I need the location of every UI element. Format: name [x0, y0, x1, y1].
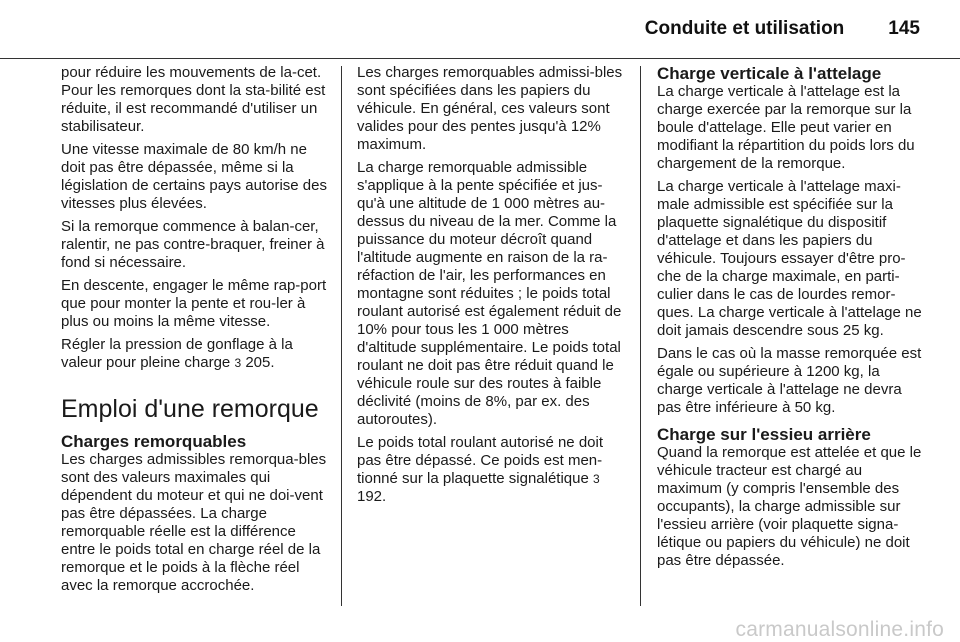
paragraph: Si la remorque commence à balan-cer, ralentir, ne pas contre-braquer, freiner à fond si nécessaire. [61, 218, 325, 271]
paragraph-with-reference [357, 434, 625, 506]
subsection-heading: Charge sur l'essieu arrière [657, 425, 871, 444]
paragraph: Dans le cas où la masse remorquée est égale ou supérieure à 1200 kg, la charge verticale à l'attelage ne devra pas être inférieure à 50 kg. [657, 345, 922, 416]
watermark: carmanualsonline.info [735, 618, 944, 641]
section-title: Conduite et utilisation [644, 18, 845, 39]
paragraph: Une vitesse maximale de 80 km/h ne doit pas être dépassée, même si la législation de certains pays autorise des vitesses plus élevées. [61, 141, 327, 212]
header-rule [0, 58, 960, 59]
subsection-heading: Charges remorquables [61, 432, 247, 451]
subsection-heading: Charge verticale à l'attelage [657, 64, 882, 83]
paragraph-text: Le poids total roulant autorisé ne doit pas être dépassé. Ce poids est men-tionné sur la plaquette signalétique [357, 434, 603, 487]
page-number: 145 [888, 18, 920, 39]
page-reference[interactable]: 192. [357, 488, 387, 505]
page-reference[interactable]: 205. [245, 354, 275, 371]
page-reference-icon: 3 [234, 356, 242, 370]
column-divider [341, 66, 342, 606]
page-reference-icon: 3 [593, 472, 600, 486]
section-heading: Emploi d'une remorque [61, 395, 319, 423]
paragraph: La charge remorquable admissible s'applique à la pente spécifiée et jus-qu'à une altitude de 1 000 mètres au-dessus du niveau de la mer. Comme la puissance du moteur décroît quand l'altitude augmente en raison de la ra-réfaction de l'air, les performances en montagne sont réduites ; le poids total roulant autorisé est également réduit de 10% pour tous les 1 000 mètres d'altitude supplémentaire. Le poids total roulant ne doit pas être réduit quand le véhicule roule sur des routes à faible déclivité (moins de 8%, par ex. des autoroutes). [357, 159, 622, 428]
column-1 [61, 64, 329, 600]
page-header [645, 18, 920, 46]
paragraph: En descente, engager le même rap-port que pour monter la pente et rou-ler à plus ou moins la même vitesse. [61, 277, 327, 330]
paragraph: pour réduire les mouvements de la-cet. Pour les remorques dont la sta-bilité est réduite, il est recommandé d'utiliser un stabilisateur. [61, 64, 326, 135]
column-divider [640, 66, 641, 606]
paragraph: Les charges admissibles remorqua-bles sont des valeurs maximales qui dépendent du moteur et qui ne doi-vent pas être dépassées. La charge remorquable réelle est la différence entre le poids total en charge réel de la remorque et le poids à la flèche réel avec la remorque accrochée. [61, 451, 327, 594]
column-2 [357, 64, 625, 511]
paragraph: La charge verticale à l'attelage est la charge exercée par la remorque sur la boule d'attelage. Elle peut varier en modifiant la répartition du poids lors du chargement de la remorque. [657, 83, 915, 172]
column-3 [657, 64, 925, 575]
paragraph: La charge verticale à l'attelage maxi-male admissible est spécifiée sur la plaquette signalétique du dispositif d'attelage et dans les papiers du véhicule. Toujours essayer d'être pro-che de la charge maximale, en parti-culier dans le cas de lourdes remor-ques. La charge verticale à l'attelage ne doit jamais descendre sous 25 kg. [657, 178, 922, 339]
paragraph: Les charges remorquables admissi-bles sont spécifiées dans les papiers du véhicule. En général, ces valeurs sont valides pour des pentes jusqu'à 12% maximum. [357, 64, 623, 153]
paragraph-text: Régler la pression de gonflage à la valeur pour pleine charge [61, 336, 293, 371]
paragraph-with-reference [61, 336, 329, 372]
paragraph: Quand la remorque est attelée et que le véhicule tracteur est chargé au maximum (y compris l'ensemble des occupants), la charge admissible sur l'essieu arrière (voir plaquette signa-létique ou papiers du véhicule) ne doit pas être dépassée. [657, 444, 922, 569]
